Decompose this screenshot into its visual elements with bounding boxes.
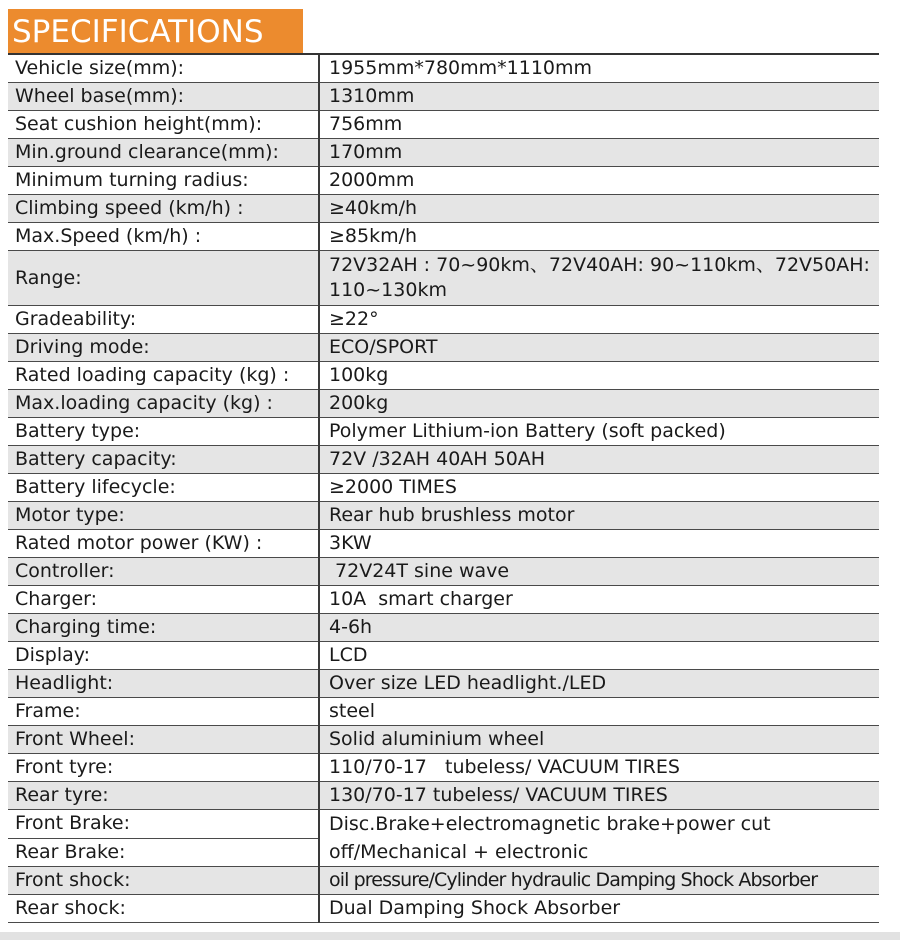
- spec-label: Rated motor power (KW) :: [8, 530, 319, 558]
- spec-value: 1955mm*780mm*1110mm: [319, 55, 879, 83]
- spec-label: Front shock:: [8, 867, 319, 895]
- spec-row-max-speed: [8, 223, 879, 251]
- spec-value: steel: [319, 698, 879, 726]
- spec-label: Charging time:: [8, 614, 319, 642]
- spec-label: Battery lifecycle:: [8, 474, 319, 502]
- spec-label: Battery type:: [8, 418, 319, 446]
- spec-label: Frame:: [8, 698, 319, 726]
- spec-row-rear-shock: [8, 895, 879, 923]
- spec-row-wheel-base: [8, 83, 879, 111]
- spec-row-gradeability: [8, 306, 879, 334]
- spec-row-front-shock: [8, 867, 879, 895]
- spec-label: Max.loading capacity (kg) :: [8, 390, 319, 418]
- spec-row-motor-type: [8, 502, 879, 530]
- spec-label: Battery capacity:: [8, 446, 319, 474]
- spec-value: 130/70-17 tubeless/ VACUUM TIRES: [319, 782, 879, 810]
- spec-value: ECO/SPORT: [319, 334, 879, 362]
- spec-label: Gradeability:: [8, 306, 319, 334]
- spec-label: Charger:: [8, 586, 319, 614]
- spec-row-ground-clearance: [8, 139, 879, 167]
- spec-label: Vehicle size(mm):: [8, 55, 319, 83]
- spec-value: Dual Damping Shock Absorber: [319, 895, 879, 923]
- spec-row-battery-lifecycle: [8, 474, 879, 502]
- spec-value: ≥85km/h: [319, 223, 879, 251]
- spec-label: Front Brake:: [8, 810, 319, 839]
- spec-value: Polymer Lithium-ion Battery (soft packed): [319, 418, 879, 446]
- spec-row-turning-radius: [8, 167, 879, 195]
- spec-label: Driving mode:: [8, 334, 319, 362]
- spec-row-front-brake: [8, 810, 879, 839]
- spec-label: Minimum turning radius:: [8, 167, 319, 195]
- spec-row-vehicle-size: [8, 55, 879, 83]
- spec-value: Over size LED headlight./LED: [319, 670, 879, 698]
- spec-value: ≥2000 TIMES: [319, 474, 879, 502]
- spec-value: 1310mm: [319, 83, 879, 111]
- spec-row-climbing-speed: [8, 195, 879, 223]
- spec-label: Front tyre:: [8, 754, 319, 782]
- spec-value: oil pressure/Cylinder hydraulic Damping Shock Absorber: [319, 867, 879, 895]
- spec-row-display: [8, 642, 879, 670]
- spec-row-seat-height: [8, 111, 879, 139]
- spec-label: Display:: [8, 642, 319, 670]
- spec-row-headlight: [8, 670, 879, 698]
- spec-label: Range:: [8, 251, 319, 306]
- spec-row-motor-power: [8, 530, 879, 558]
- spec-label: Rear shock:: [8, 895, 319, 923]
- spec-value: Rear hub brushless motor: [319, 502, 879, 530]
- spec-row-frame: [8, 698, 879, 726]
- spec-label: Max.Speed (km/h) :: [8, 223, 319, 251]
- spec-value: 110/70-17 tubeless/ VACUUM TIRES: [319, 754, 879, 782]
- spec-value: ≥40km/h: [319, 195, 879, 223]
- spec-value: 200kg: [319, 390, 879, 418]
- spec-label: Controller:: [8, 558, 319, 586]
- spec-row-battery-type: [8, 418, 879, 446]
- spec-value: 10A smart charger: [319, 586, 879, 614]
- spec-row-rear-tyre: [8, 782, 879, 810]
- page-title: SPECIFICATIONS: [8, 9, 303, 53]
- spec-row-rated-loading: [8, 362, 879, 390]
- spec-label: Min.ground clearance(mm):: [8, 139, 319, 167]
- spec-label: Seat cushion height(mm):: [8, 111, 319, 139]
- spec-value: 72V /32AH 40AH 50AH: [319, 446, 879, 474]
- spec-row-controller: [8, 558, 879, 586]
- specifications-table: [8, 55, 879, 923]
- spec-row-charger: [8, 586, 879, 614]
- spec-value: 72V32AH : 70~90km、72V40AH: 90~110km、72V50AH: 110~130km: [319, 251, 879, 306]
- spec-label: Motor type:: [8, 502, 319, 530]
- spec-value: 756mm: [319, 111, 879, 139]
- spec-row-front-wheel: [8, 726, 879, 754]
- spec-label: Headlight:: [8, 670, 319, 698]
- spec-label: Climbing speed (km/h) :: [8, 195, 319, 223]
- spec-label: Rear tyre:: [8, 782, 319, 810]
- page-footer-band: [0, 932, 900, 940]
- spec-value: 4-6h: [319, 614, 879, 642]
- spec-value: 72V24T sine wave: [319, 558, 879, 586]
- spec-label: Rated loading capacity (kg) :: [8, 362, 319, 390]
- spec-value: 2000mm: [319, 167, 879, 195]
- spec-row-range: [8, 251, 879, 306]
- spec-value: ≥22°: [319, 306, 879, 334]
- spec-label: Wheel base(mm):: [8, 83, 319, 111]
- spec-row-max-loading: [8, 390, 879, 418]
- spec-label: Rear Brake:: [8, 838, 319, 867]
- spec-value: Disc.Brake+electromagnetic brake+power cut off/Mechanical + electronic: [319, 810, 879, 867]
- spec-value: 170mm: [319, 139, 879, 167]
- spec-value: 3KW: [319, 530, 879, 558]
- spec-value: 100kg: [319, 362, 879, 390]
- spec-row-driving-mode: [8, 334, 879, 362]
- spec-row-charging-time: [8, 614, 879, 642]
- spec-row-front-tyre: [8, 754, 879, 782]
- spec-label: Front Wheel:: [8, 726, 319, 754]
- spec-value: Solid aluminium wheel: [319, 726, 879, 754]
- spec-value: LCD: [319, 642, 879, 670]
- spec-row-battery-capacity: [8, 446, 879, 474]
